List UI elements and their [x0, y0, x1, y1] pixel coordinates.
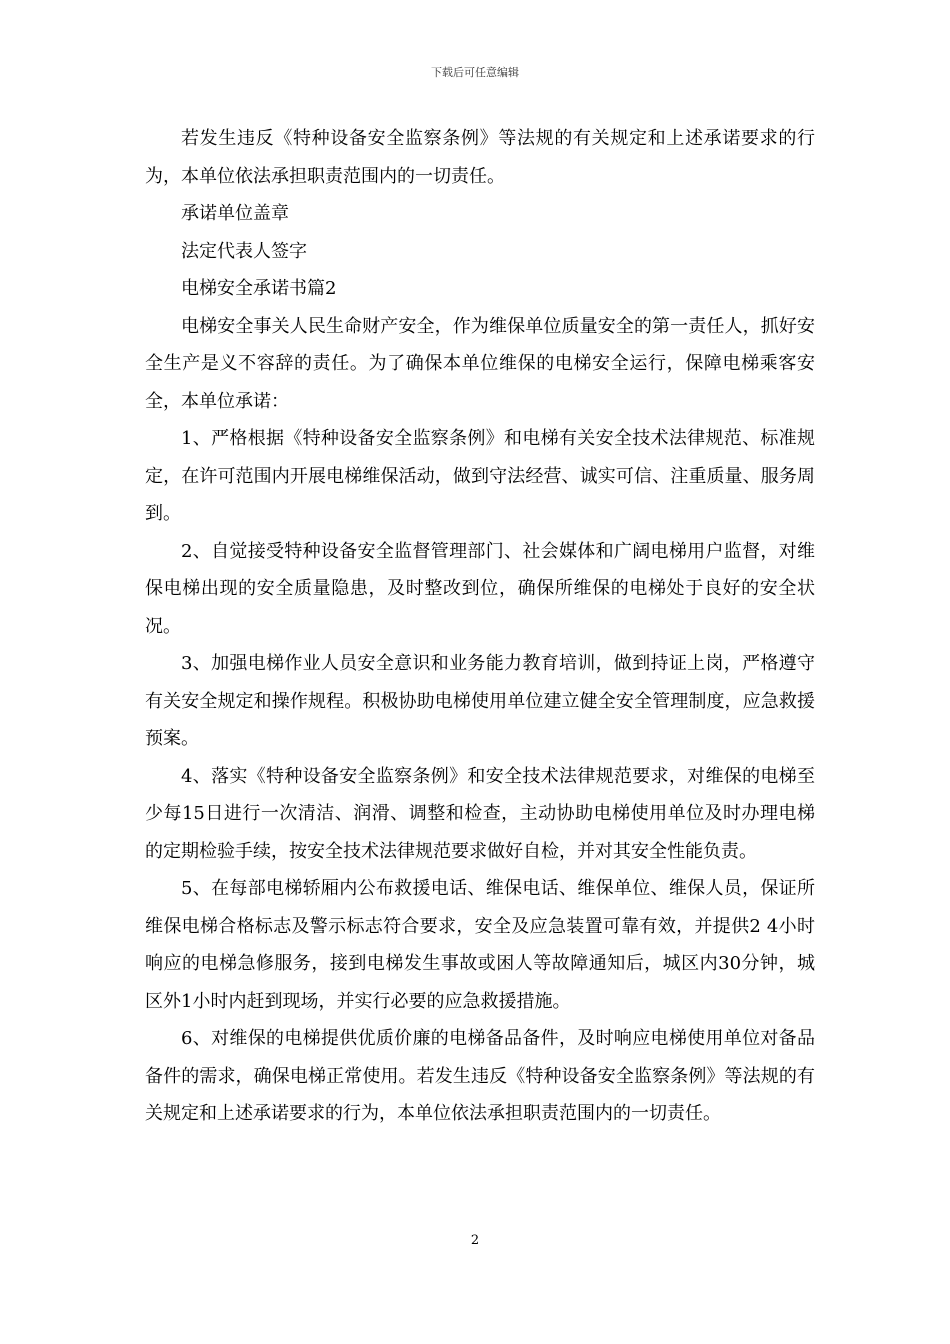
section-title: 电梯安全承诺书篇2 — [181, 278, 337, 299]
seal-line: 承诺单位盖章 — [181, 203, 289, 224]
commitment-item-5: 5、在每部电梯轿厢内公布救援电话、维保电话、维保单位、维保人员，保证所维保电梯合格标志及警示标志符合要求，安全及应急装置可靠有效，并提供2 4小时响应的电梯急修服务，接到电梯发生事故或困人等故障通知后，城区内30分钟，城区外1小时内赶到现场，并实行必要的应急救援措施。 — [145, 878, 815, 1012]
commitment-item-1: 1、严格根据《特种设备安全监察条例》和电梯有关安全技术法律规范、标准规定，在许可范围内开展电梯维保活动，做到守法经营、诚实可信、注重质量、服务周到。 — [145, 428, 815, 524]
signature-line: 法定代表人签字 — [181, 240, 307, 262]
closing-liability-paragraph: 若发生违反《特种设备安全监察条例》等法规的有关规定和上述承诺要求的行为，本单位依法承担职责范围内的一切责任。 — [145, 128, 815, 187]
commitment-item-2: 2、自觉接受特种设备安全监督管理部门、社会媒体和广阔电梯用户监督，对维保电梯出现的安全质量隐患，及时整改到位，确保所维保的电梯处于良好的安全状况。 — [145, 540, 815, 637]
commitment-item-4: 4、落实《特种设备安全监察条例》和安全技术法律规范要求，对维保的电梯至少每15日进行一次清洁、润滑、调整和检查，主动协助电梯使用单位及时办理电梯的定期检验手续，按安全技术法律规范要求做好自检，并对其安全性能负责。 — [145, 765, 815, 862]
intro-paragraph: 电梯安全事关人民生命财产安全，作为维保单位质量安全的第一责任人，抓好安全生产是义不容辞的责任。为了确保本单位维保的电梯安全运行，保障电梯乘客安全，本单位承诺： — [145, 315, 815, 412]
page-header: 下载后可任意编辑 — [431, 66, 519, 79]
commitment-item-3: 3、加强电梯作业人员安全意识和业务能力教育培训，做到持证上岗，严格遵守有关安全规定和操作规程。积极协助电梯使用单位建立健全安全管理制度，应急救援预案。 — [145, 653, 815, 749]
document-body — [145, 120, 815, 1133]
page-number: 2 — [470, 1233, 480, 1248]
commitment-item-6: 6、对维保的电梯提供优质价廉的电梯备品备件，及时响应电梯使用单位对备品备件的需求，确保电梯正常使用。若发生违反《特种设备安全监察条例》等法规的有关规定和上述承诺要求的行为，本单位依法承担职责范围内的一切责任。 — [145, 1028, 815, 1124]
